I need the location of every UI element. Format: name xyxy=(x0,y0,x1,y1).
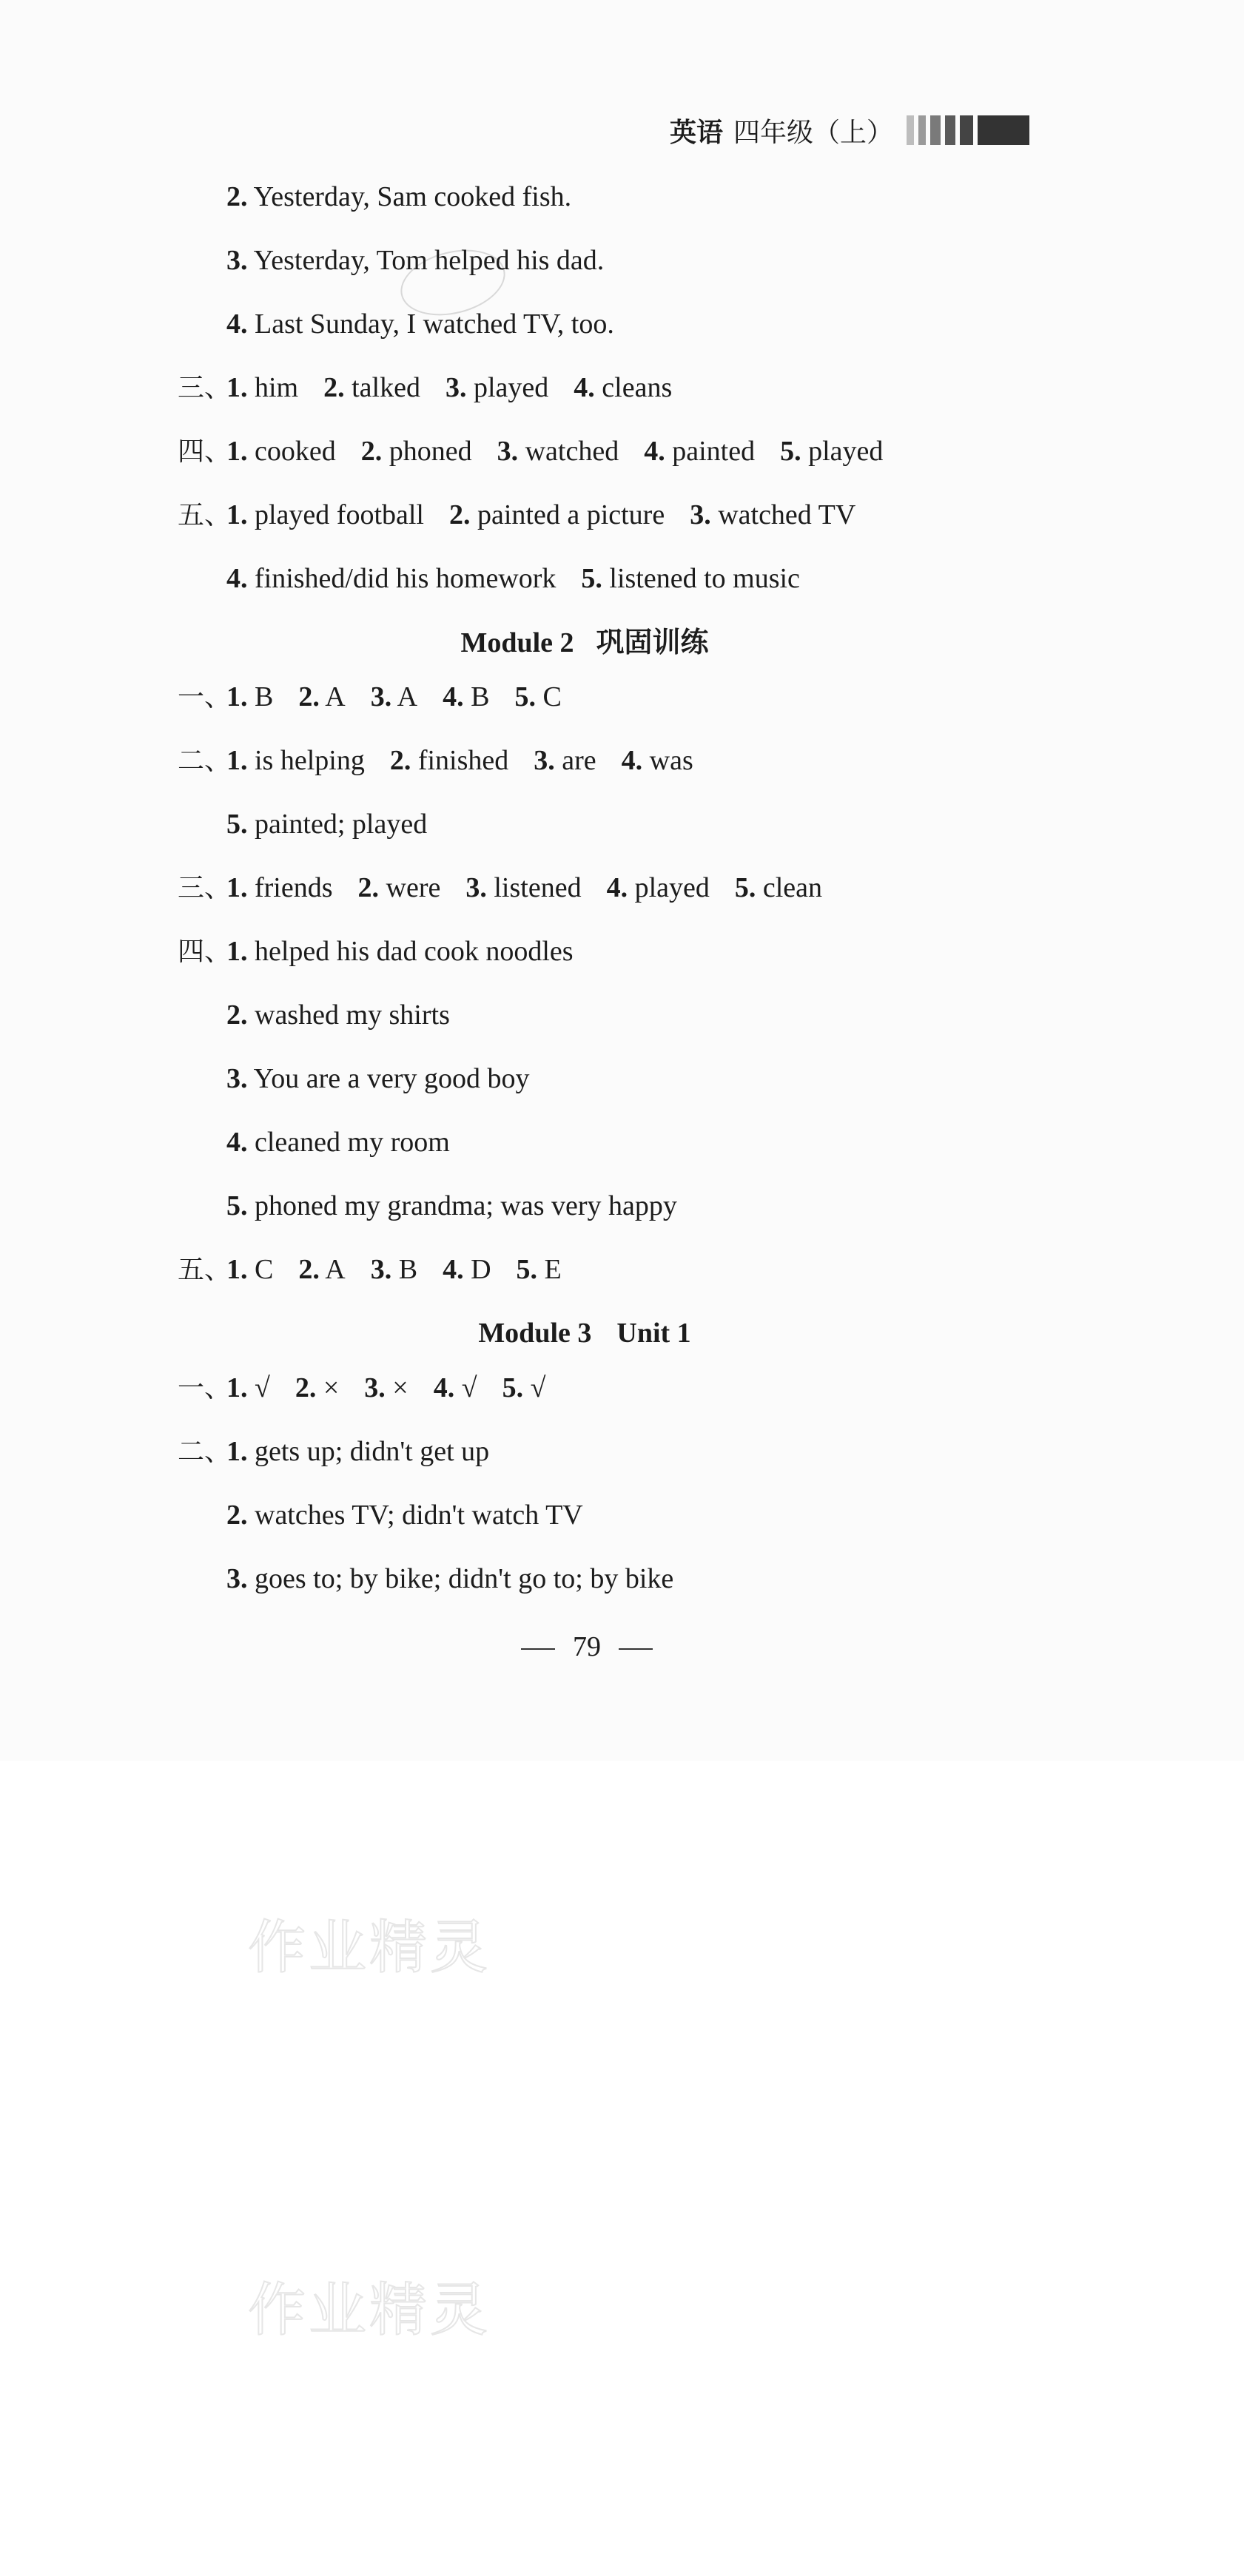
answer-line: 3. goes to; by bike; didn't go to; by bike xyxy=(226,1563,674,1594)
answer-section-5: 五、1. played football 2. painted a picture 3. watched TV xyxy=(178,499,856,530)
page-number: 79 xyxy=(503,1625,670,1669)
module-3-heading: Module 3 Unit 1 xyxy=(478,1318,691,1349)
answer-section-4: 四、1. cooked 2. phoned 3. watched 4. painted 5. played xyxy=(178,436,884,467)
watermark: 作业精灵 xyxy=(248,1915,491,1981)
header-decoration xyxy=(907,115,1029,145)
answer-line: 4. Last Sunday, I watched TV, too. xyxy=(226,308,614,340)
module-2-heading: Module 2 巩固训练 xyxy=(460,626,709,658)
answer-line: 4. finished/did his homework 5. listened to music xyxy=(226,563,800,594)
answer-line: 5. phoned my grandma; was very happy xyxy=(226,1190,677,1221)
header-grade: 四年级（上） xyxy=(733,117,894,148)
answer-line: 3. Yesterday, Tom helped his dad. xyxy=(226,245,605,276)
answer-line: 2. watches TV; didn't watch TV xyxy=(226,1500,583,1531)
answer-section-3: 三、1. him 2. talked 3. played 4. cleans xyxy=(178,372,673,403)
header-subject: 英语 xyxy=(670,117,724,148)
answer-line: 3. You are a very good boy xyxy=(226,1063,530,1094)
answer-line: 2. washed my shirts xyxy=(226,999,450,1031)
m2-section-5: 五、1. C 2. A 3. B 4. D 5. E xyxy=(178,1254,562,1285)
answer-line: 2. Yesterday, Sam cooked fish. xyxy=(226,181,572,212)
watermark: 作业精灵 xyxy=(248,2277,491,2344)
page-header xyxy=(670,111,1029,149)
m2-section-2: 二、1. is helping 2. finished 3. are 4. was xyxy=(178,745,693,776)
m2-section-1: 一、1. B 2. A 3. A 4. B 5. C xyxy=(178,681,562,712)
answer-line: 5. painted; played xyxy=(226,809,428,840)
answer-line: 4. cleaned my room xyxy=(226,1127,450,1158)
m2-section-4: 四、1. helped his dad cook noodles xyxy=(178,936,574,967)
m3-section-1: 一、1. √ 2. × 3. × 4. √ 5. √ xyxy=(178,1372,546,1403)
m3-section-2: 二、1. gets up; didn't get up xyxy=(178,1436,490,1467)
m2-section-3: 三、1. friends 2. were 3. listened 4. played 5. clean xyxy=(178,872,823,903)
